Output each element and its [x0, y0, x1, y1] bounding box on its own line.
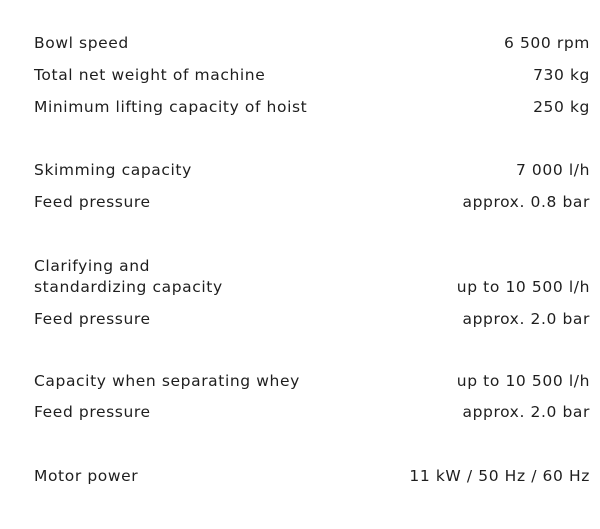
spec-label-line2: standardizing capacity: [34, 278, 223, 296]
spec-value: 250 kg: [533, 98, 590, 116]
spec-value: approx. 2.0 bar: [462, 310, 590, 328]
spec-label-line1: Clarifying and: [34, 257, 151, 275]
spec-value: up to 10 500 l/h: [456, 278, 590, 296]
spec-label: Skimming capacity: [34, 161, 192, 179]
spec-value: up to 10 500 l/h: [456, 372, 590, 390]
spec-label: Feed pressure: [34, 193, 151, 211]
spec-value: 11 kW / 50 Hz / 60 Hz: [409, 467, 590, 485]
spec-value: 6 500 rpm: [503, 34, 590, 52]
spec-label: Bowl speed: [34, 34, 129, 52]
spec-label: Minimum lifting capacity of hoist: [34, 98, 308, 116]
spec-label: Feed pressure: [34, 403, 151, 421]
spec-value: 730 kg: [533, 66, 590, 84]
spec-value: approx. 2.0 bar: [462, 403, 590, 421]
spec-value: approx. 0.8 bar: [462, 193, 590, 211]
spec-label: Capacity when separating whey: [34, 372, 300, 390]
spec-label: Motor power: [34, 467, 139, 485]
spec-label: Total net weight of machine: [34, 66, 266, 84]
spec-label: Feed pressure: [34, 310, 151, 328]
spec-value: 7 000 l/h: [515, 161, 590, 179]
